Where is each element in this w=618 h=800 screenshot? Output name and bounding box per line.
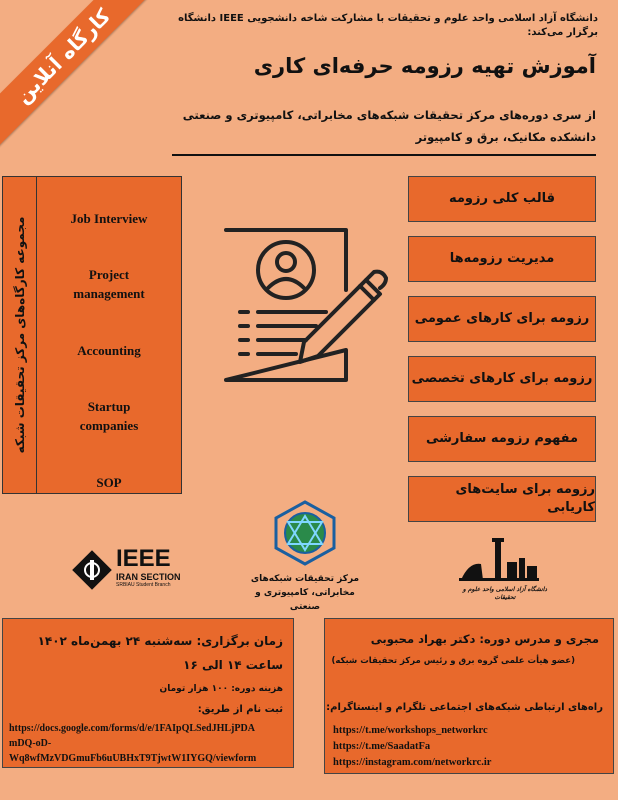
page-title: آموزش تهیه رزومه حرفه‌ای کاری <box>253 54 596 78</box>
center-name-line-2: مخابراتی، کامپیوتری و صنعتی <box>255 588 355 612</box>
workshop-series-panel <box>2 176 182 494</box>
event-details-box <box>2 618 294 768</box>
series-label: مجموعه کارگاه‌های مرکز تحقیقات شبکه <box>12 216 27 454</box>
ieee-branch: SRBIAU Student Branch <box>116 582 171 588</box>
research-center-name <box>240 572 370 614</box>
register-url-line: Wq8wfMzVDGmuFb6uUBHxT9TjwtW1IYGQ/viewform <box>9 753 257 764</box>
register-label: ثبت نام از طریق: <box>197 704 283 715</box>
resume-pen-icon <box>216 220 392 390</box>
event-time: ساعت ۱۴ الی ۱۶ <box>183 658 283 672</box>
instructor-line: مجری و مدرس دوره: دکتر بهراد محبوبی <box>370 632 599 646</box>
topic-item: مفهوم رزومه سفارشی <box>408 416 596 462</box>
register-url-line: https://docs.google.com/forms/d/e/1FAIpQLSedJHLjPDA <box>9 723 255 734</box>
course-item: Job Interview <box>70 211 148 226</box>
ieee-logo <box>72 545 202 594</box>
course-item: Accounting <box>77 343 141 358</box>
instructor-box <box>324 618 614 774</box>
instagram-link[interactable]: https://instagram.com/networkrc.ir <box>333 757 492 768</box>
topic-item: مدیریت رزومه‌ها <box>408 236 596 282</box>
instructor-role: (عضو هیأت علمی گروه برق و رئیس مرکز تحقیقات شبکه) <box>331 656 575 666</box>
topic-item: رزومه برای کارهای تخصصی <box>408 356 596 402</box>
register-link[interactable] <box>9 721 293 766</box>
telegram-link[interactable]: https://t.me/workshops_networkrc <box>333 725 488 736</box>
subtitle <box>156 104 596 148</box>
ribbon-corner <box>0 0 150 150</box>
register-url-line: mDQ-oD- <box>9 738 52 749</box>
center-name-line-1: مرکز تحقیقات شبکه‌های <box>250 574 360 584</box>
subtitle-line-2: دانشکده مکانیک، برق و کامپیوتر <box>415 130 596 144</box>
university-logo-text: دانشگاه آزاد اسلامی واحد علوم و تحقیقات <box>462 586 548 601</box>
event-date: زمان برگزاری: سه‌شنبه ۲۴ بهمن‌ماه ۱۴۰۲ <box>37 634 283 648</box>
ieee-section: IRAN SECTION <box>116 572 181 582</box>
research-center-logo <box>272 500 338 566</box>
topic-item: رزومه برای سایت‌های کاریابی <box>408 476 596 522</box>
event-fee: هزینه دوره: ۱۰۰ هزار تومان <box>159 684 283 694</box>
course-list <box>37 177 181 493</box>
topic-item: قالب کلی رزومه <box>408 176 596 222</box>
divider <box>172 154 596 156</box>
topic-item: رزومه برای کارهای عمومی <box>408 296 596 342</box>
ieee-name: IEEE <box>116 545 171 572</box>
university-building-icon <box>459 538 539 582</box>
online-workshop-ribbon: کارگاه آنلاین <box>0 0 150 150</box>
university-logo <box>455 538 555 600</box>
course-item: SOP <box>96 475 122 490</box>
series-strip <box>3 177 37 493</box>
subtitle-line-1: از سری دوره‌های مرکز تحقیقات شبکه‌های مخابراتی، کامپیوتری و صنعتی <box>182 108 596 122</box>
organizer-line: دانشگاه آزاد اسلامی واحد علوم و تحقیقات با مشارکت شاخه دانشجویی IEEE دانشگاه برگزار می‌کند: <box>178 13 598 38</box>
telegram-link[interactable]: https://t.me/SaadatFa <box>333 741 431 752</box>
social-label: راه‌های ارتباطی شبکه‌های اجتماعی تلگرام و اینستاگرام: <box>326 702 603 713</box>
ieee-diamond-icon <box>72 550 112 590</box>
course-item: Project management <box>73 267 145 301</box>
course-item: Startup companies <box>79 399 139 433</box>
